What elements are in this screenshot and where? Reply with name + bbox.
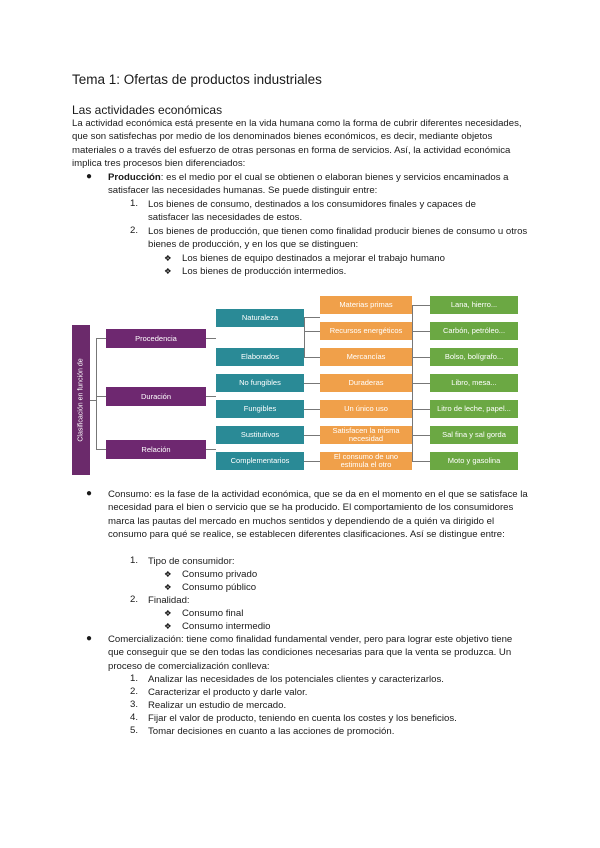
comercializacion-text: : tiene como finalidad fundamental vender, pero para lograr este objetivo tiene que conseguir que se den todas las condiciones necesarias para que la venta se produzca. Un proceso de comercialización conlleva: (108, 634, 513, 672)
sub-list-item: Consumo público (182, 582, 257, 593)
diagram-example: Sal fina y sal gorda (430, 426, 518, 444)
diagram-example: Carbón, petróleo... (430, 322, 518, 340)
diagram-example: Bolso, bolígrafo... (430, 348, 518, 366)
diamond-icon: ❖ (164, 582, 172, 592)
list-number: 2. (130, 686, 139, 697)
list-item: Finalidad: (148, 595, 190, 606)
list-item: Los bienes de consumo, destinados a los consumidores finales y capaces de satisfacer las necesidades de estos. (148, 199, 476, 224)
consumo-label: Consumo (108, 489, 150, 500)
sub-list-item: Consumo intermedio (182, 621, 271, 632)
list-number: 4. (130, 712, 139, 723)
diagram-node-mercancias: Mercancías (320, 348, 412, 366)
consumo-text: : es la fase de la actividad económica, que se da en el momento en el que se satisface la necesidad para el bien o servicio que se ha producido. El comportamiento de los consumidores marca las pautas del mercado en muchos sentidos y dependiendo de a quién va dirigido el consumo para qué se realice, se establecen diferentes clasificaciones. Así se distingue entre: (108, 489, 528, 541)
diagram-root-label: Clasificación en función de (77, 358, 85, 442)
consumo-paragraph (108, 488, 528, 542)
diagram-node-complementarios: Complementarios (216, 452, 304, 470)
list-item: Fijar el valor de producto, teniendo en cuenta los costes y los beneficios. (148, 713, 457, 724)
diagram-node-elaborados: Elaborados (216, 348, 304, 366)
diagram-node-procedencia: Procedencia (106, 329, 206, 348)
diamond-icon: ❖ (164, 253, 172, 263)
diagram-node-relacion: Relación (106, 440, 206, 459)
sub-list-item: Los bienes de producción intermedios. (182, 266, 347, 277)
diagram-example: Moto y gasolina (430, 452, 518, 470)
list-number: 3. (130, 699, 139, 710)
list-number: 1. (130, 673, 139, 684)
sub-list-item: Consumo final (182, 608, 244, 619)
diagram-node-duracion: Duración (106, 387, 206, 406)
diagram-node-sustitutivos: Sustitutivos (216, 426, 304, 444)
diagram-node-naturaleza: Naturaleza (216, 309, 304, 327)
diagram-node-fungibles: Fungibles (216, 400, 304, 418)
list-item: Realizar un estudio de mercado. (148, 700, 287, 711)
bullet-icon: ● (86, 633, 93, 644)
list-item: Tomar decisiones en cuanto a las acciones de promoción. (148, 726, 395, 737)
diagram-node-no-fungibles: No fungibles (216, 374, 304, 392)
diagram-node-misma-necesidad: Satisfacen la misma necesidad (320, 426, 412, 444)
list-item: Analizar las necesidades de los potenciales clientes y caracterizarlos. (148, 674, 444, 685)
sub-list-item: Consumo privado (182, 569, 258, 580)
intro-paragraph: La actividad económica está presente en la vida humana como la forma de cubrir diferentes necesidades, que son satisfechas por medio de los denominados bienes económicos, es decir, mediante objetos materiales o a través del esfuerzo de otras personas en forma de servicios. Así, la actividad económica implica tres procesos bien diferenciados: (72, 118, 522, 170)
produccion-label: Producción (108, 172, 161, 183)
diagram-node-un-unico-uso: Un único uso (320, 400, 412, 418)
list-item: Caracterizar el producto y darle valor. (148, 687, 308, 698)
diagram-example: Lana, hierro... (430, 296, 518, 314)
diagram-node-estimula-otro: El consumo de uno estimula el otro (320, 452, 412, 470)
bullet-icon: ● (86, 171, 93, 182)
diamond-icon: ❖ (164, 266, 172, 276)
diamond-icon: ❖ (164, 569, 172, 579)
diagram-node-recursos-energeticos: Recursos energéticos (320, 322, 412, 340)
diagram-example: Libro, mesa... (430, 374, 518, 392)
list-number: 5. (130, 725, 139, 736)
list-item: Tipo de consumidor: (148, 556, 235, 567)
produccion-text: : es el medio por el cual se obtienen o elaboran bienes y servicios encaminados a satisfacer las necesidades humanas. Se puede distinguir entre: (108, 172, 509, 197)
diamond-icon: ❖ (164, 621, 172, 631)
sub-list-item: Los bienes de equipo destinados a mejorar el trabajo humano (182, 253, 445, 264)
diagram-node-materias-primas: Materias primas (320, 296, 412, 314)
page-title: Tema 1: Ofertas de productos industriales (72, 72, 322, 87)
list-number: 2. (130, 225, 139, 236)
classification-diagram (72, 295, 528, 480)
section-heading: Las actividades económicas (72, 103, 223, 117)
produccion-paragraph (108, 171, 528, 198)
diamond-icon: ❖ (164, 608, 172, 618)
bullet-icon: ● (86, 488, 93, 499)
list-number: 1. (130, 555, 139, 566)
diagram-example: Litro de leche, papel... (430, 400, 518, 418)
comercializacion-paragraph (108, 633, 528, 673)
comercializacion-label: Comercialización (108, 634, 182, 645)
list-number: 2. (130, 594, 139, 605)
list-item: Los bienes de producción, que tienen como finalidad producir bienes de consumo u otros bienes de producción, y en los que se distinguen: (148, 226, 528, 251)
list-number: 1. (130, 198, 139, 209)
diagram-node-duraderas: Duraderas (320, 374, 412, 392)
diagram-root (72, 325, 90, 475)
